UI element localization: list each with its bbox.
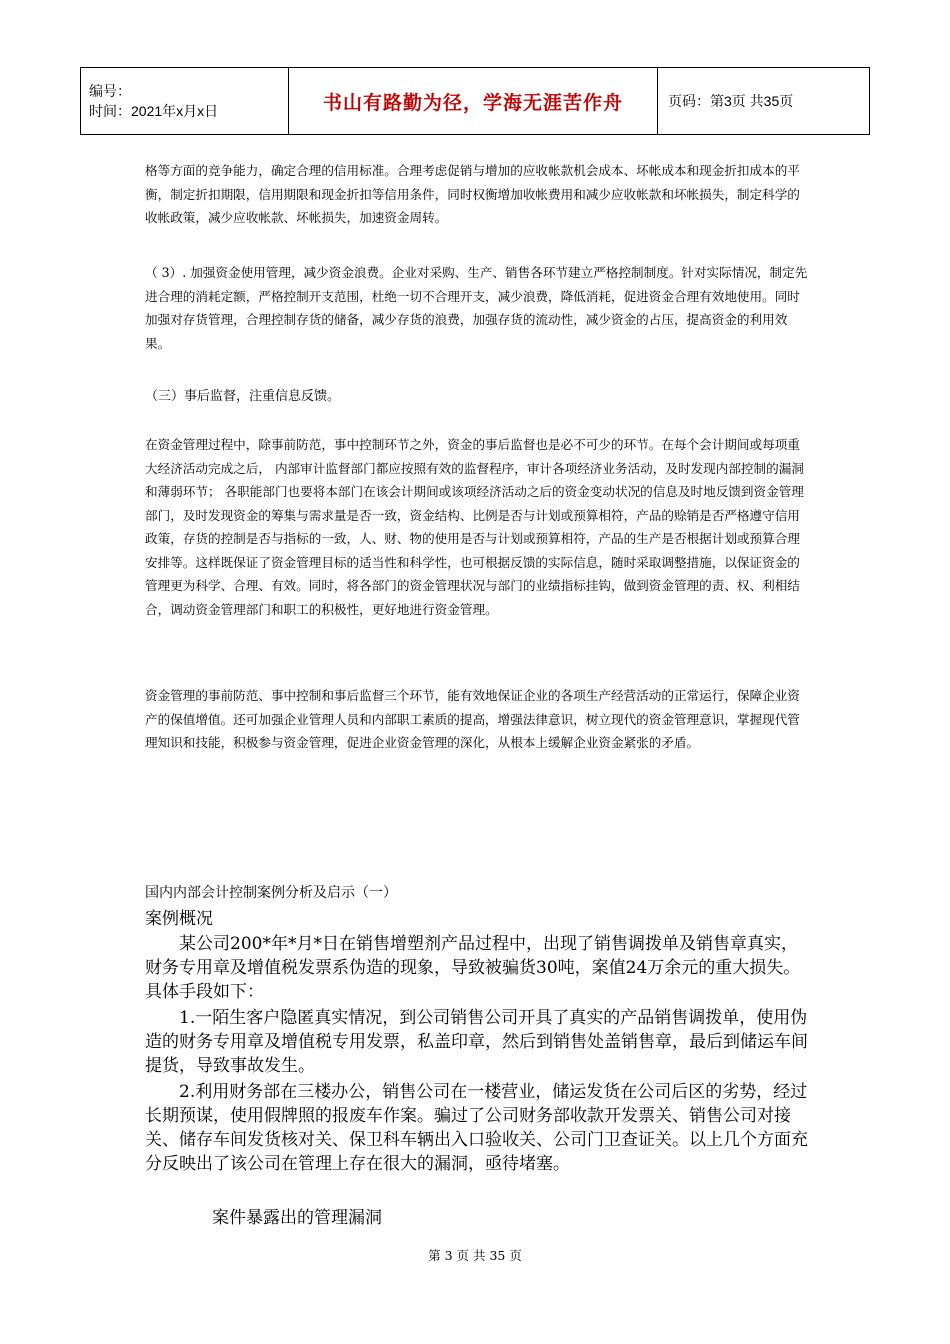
heading-post-supervision: （三）事后监督，注重信息反馈。 — [145, 389, 341, 404]
header-page-info: 页码：第3页 共35页 — [658, 68, 870, 135]
heading-management-loopholes: 案件暴露出的管理漏洞 — [212, 1208, 382, 1228]
paragraph-credit-policy: 格等方面的竞争能力，确定合理的信用标准。合理考虑促销与增加的应收帐款机会成本、坏帐成本和现金折扣成本的平衡，制定折扣期限，信用期限和现金折扣等信用条件，同时权衡增加收帐费用和减少应收帐款和坏帐损失，制定科学的收帐政策，减少应收帐款、坏帐损失，加速资金周转。 — [145, 163, 800, 225]
header-motto: 书山有路勤为径，学海无涯苦作舟 — [289, 68, 658, 135]
paragraph-fund-usage: （ 3）. 加强资金使用管理，减少资金浪费。企业对采购、生产、销售各环节建立严格控制制度。针对实际情况，制定先进合理的消耗定额，严格控制开支范围，杜绝一切不合理开支，减少浪费，降低消耗，促进资金合理有效地使用。同时加强对存货管理，合理控制存货的储备，减少存货的浪费，加强存货的流动性，减少资金的占压，提高资金的利用效果。 — [145, 265, 808, 351]
header-meta-cell — [81, 68, 289, 135]
doc-time-label: 时间：2021年x月x日 — [89, 103, 219, 119]
paragraph-case-intro: 某公司200*年*月*日在销售增塑剂产品过程中，出现了销售调拨单及销售章真实，财务专用章及增值税发票系伪造的现象，导致被骗货30吨，案值24万余元的重大损失。具体手段如下： — [145, 934, 801, 1002]
doc-number-label: 编号： — [89, 83, 131, 99]
paragraph-post-supervision: 在资金管理过程中，除事前防范，事中控制环节之外，资金的事后监督也是必不可少的环节。在每个会计期间或每项重大经济活动完成之后， 内部审计监督部门都应按照有效的监督程序，审计各项经济业务活动，及时发现内部控制的漏洞和薄弱环节； 各职能部门也要将本部门在该会计期间或该项经济活动之后的资金变动状况的信息及时地反馈到资金管理部门，及时发现资金的筹集与需求量是否一致，资金结构、比例是否与计划或预算相符，产品的赊销是否严格遵守信用政策，存货的控制是否与指标的一致，人、财、物的使用是否与计划或预算相符，产品的生产是否根据计划或预算合理安排等。这样既保证了资金管理目标的适当性和科学性，也可根据反馈的实际信息，随时采取调整措施，以保证资金的管理更为科学、合理、有效。同时，将各部门的资金管理状况与部门的业绩指标挂钩，做到资金管理的责、权、利相结合，调动资金管理部门和职工的积极性，更好地进行资金管理。 — [145, 437, 804, 617]
case-title: 国内内部会计控制案例分析及启示（一） — [145, 885, 397, 901]
page-footer: 第 3 页 共 35 页 — [428, 1248, 522, 1263]
paragraph-summary: 资金管理的事前防范、事中控制和事后监督三个环节，能有效地保证企业的各项生产经营活动的正常运行，保障企业资产的保值增值。还可加强企业管理人员和内部职工素质的提高，增强法律意识，树立现代的资金管理意识，掌握现代管理知识和技能，积极参与资金管理，促进企业资金管理的深化，从根本上缓解企业资金紧张的矛盾。 — [145, 688, 800, 750]
heading-case-overview: 案例概况 — [145, 909, 213, 929]
list-item-case-2: 2.利用财务部在三楼办公，销售公司在一楼营业，储运发货在公司后区的劣势，经过长期预谋，使用假牌照的报废车作案。骗过了公司财务部收款开发票关、销售公司对接关、储存车间发货核对关、保卫科车辆出入口验收关、公司门卫查证关。以上几个方面充分反映出了该公司在管理上存在很大的漏洞，亟待堵塞。 — [145, 1082, 808, 1174]
list-item-case-1: 1.一陌生客户隐匿真实情况，到公司销售公司开具了真实的产品销售调拨单，使用伪造的财务专用章及增值税专用发票，私盖印章，然后到销售处盖销售章，最后到储运车间提货，导致事故发生。 — [145, 1008, 808, 1076]
document-header — [80, 67, 870, 135]
